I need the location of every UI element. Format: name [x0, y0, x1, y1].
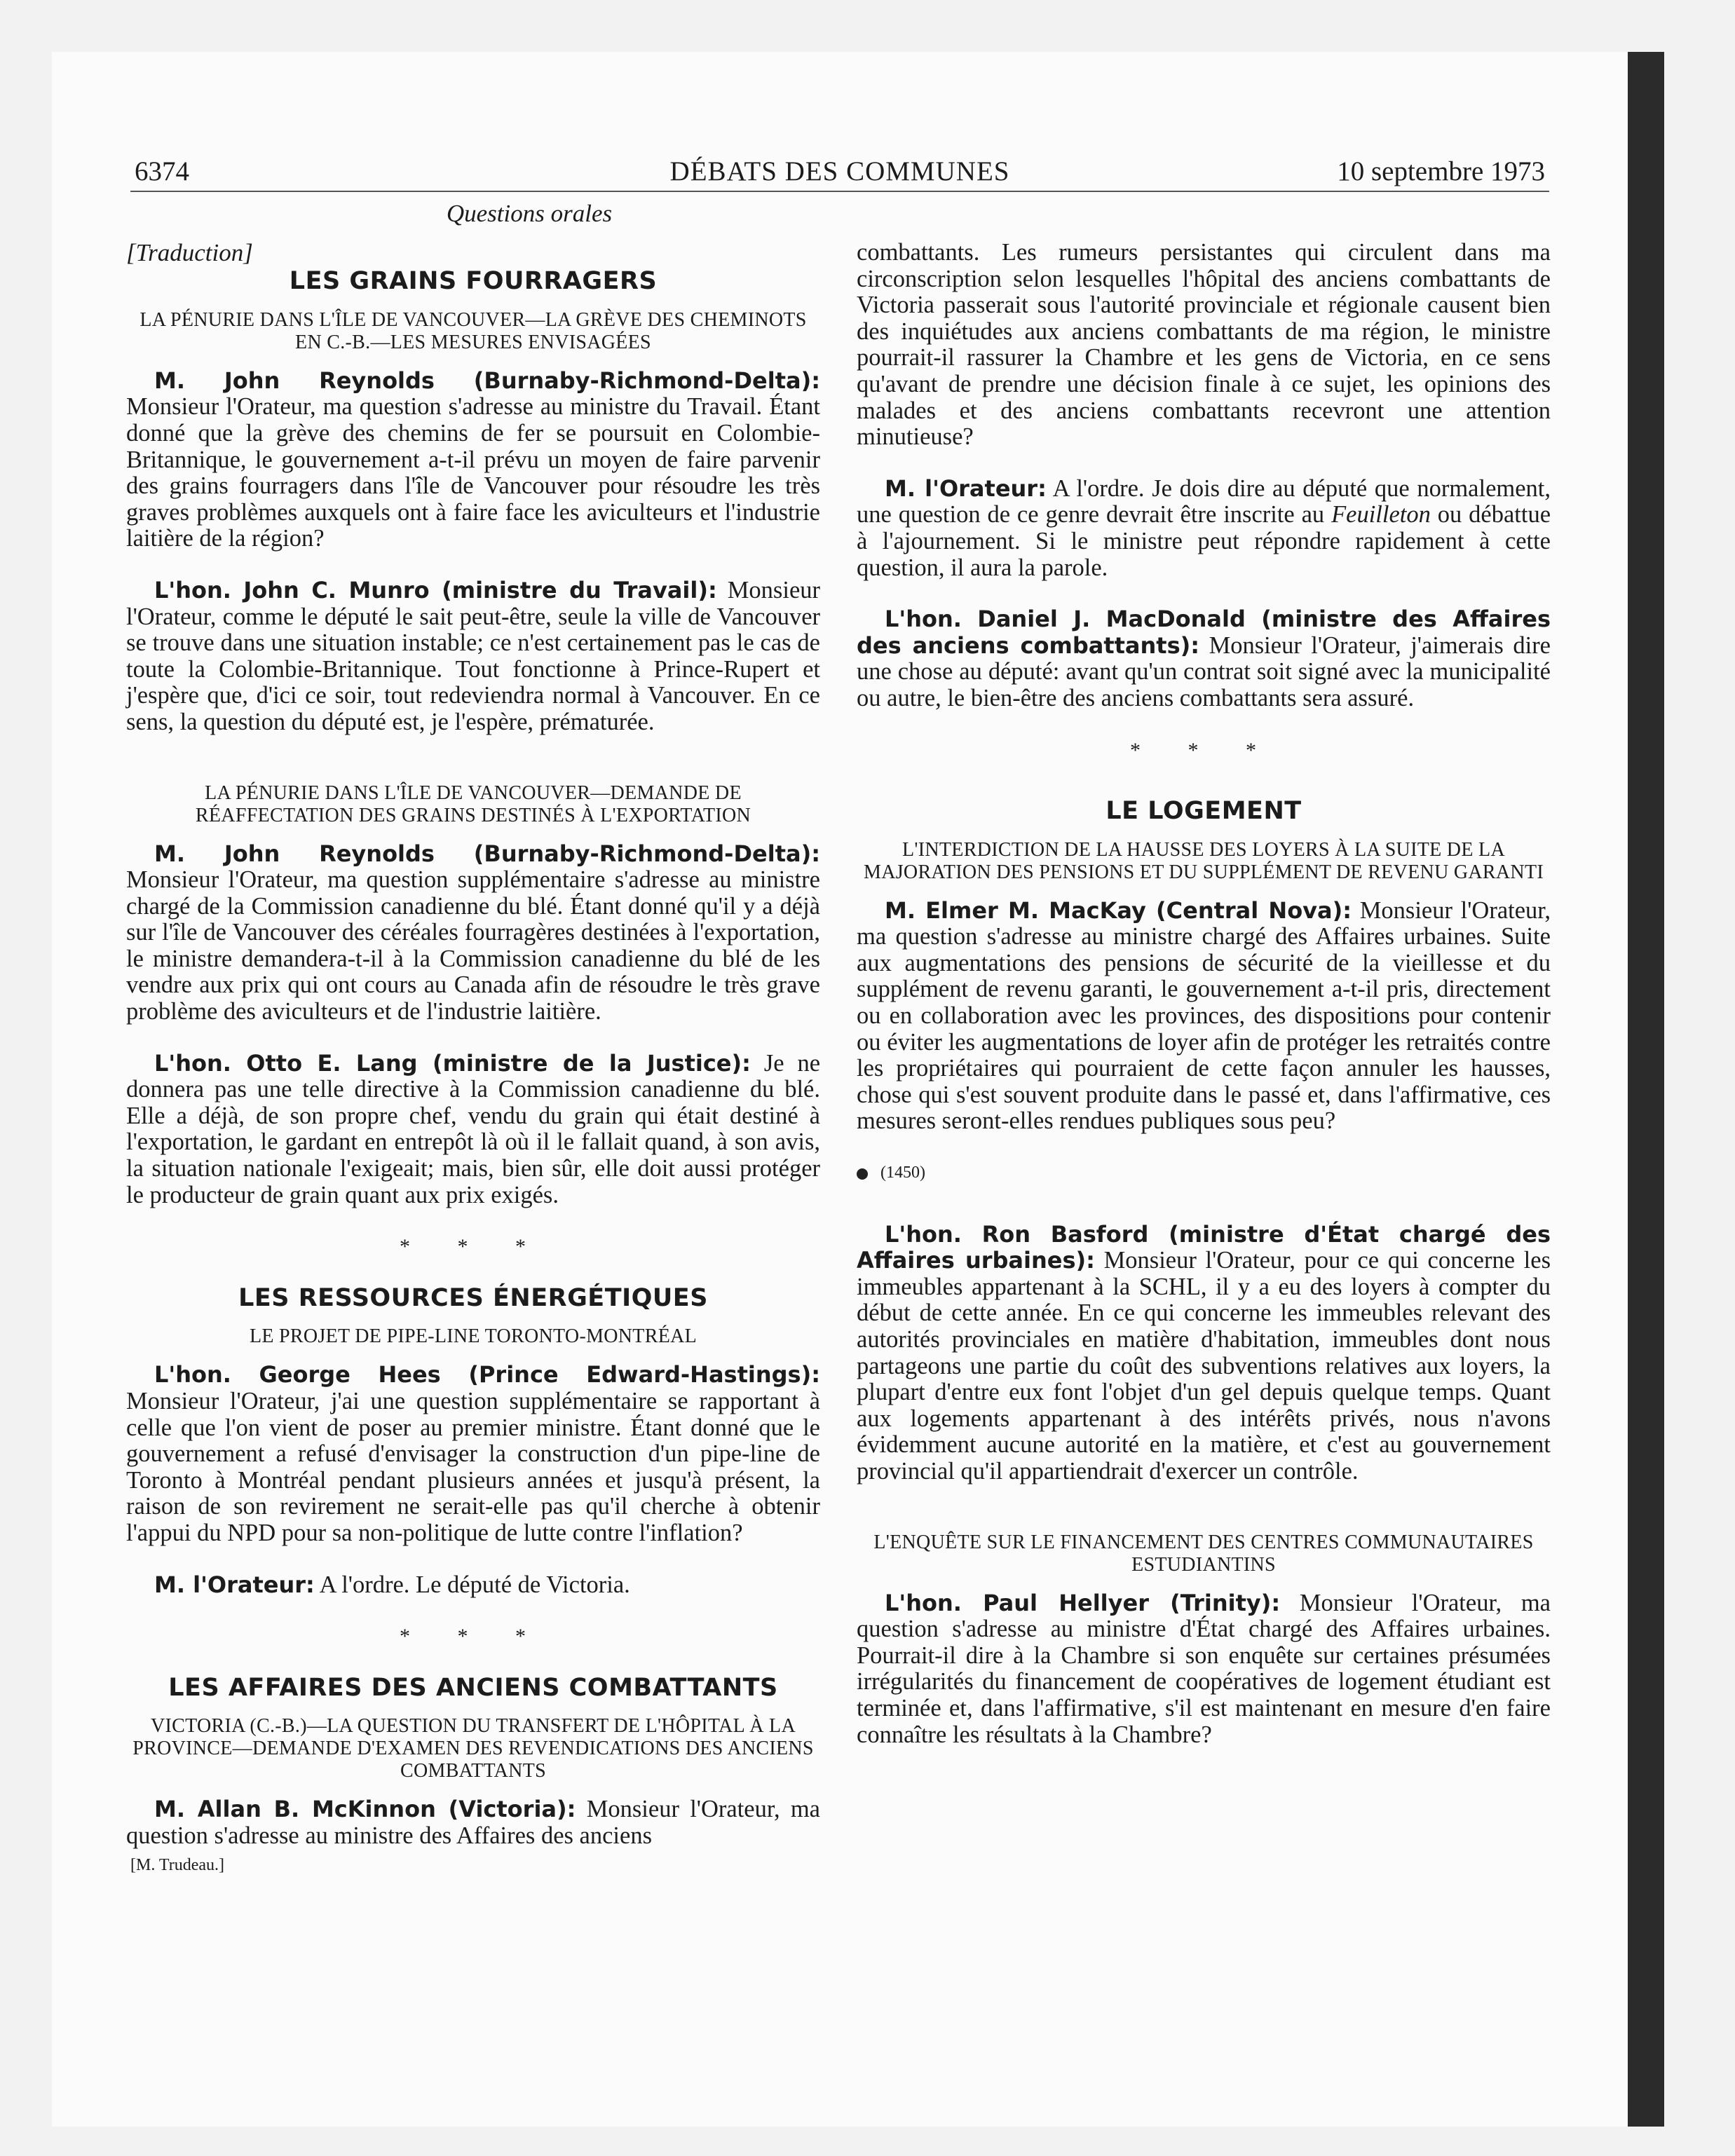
paragraph-mckinnon-cont — [857, 240, 1551, 451]
time-marker — [857, 1160, 1551, 1187]
speech-text: Monsieur l'Orateur, comme le député le sait peut-être, seule la ville de Vancouver se trouve dans une situation instable; ce n'est certainement pas le cas de toute la Colombie-Britannique. Tout fonctionne à Prince-Rupert et j'espère que, d'ici ce soir, tout redeviendra normal à Vancouver. En ce sens, la question du député est, je l'espère, prématurée. — [126, 576, 820, 735]
subheading-penurie-greve: LA PÉNURIE DANS L'ÎLE DE VANCOUVER—LA GRÈVE DES CHEMINOTS EN C.-B.—LES MESURES ENVISAGÉES — [140, 308, 807, 353]
page-number: 6374 — [135, 156, 189, 186]
speech-text: Monsieur l'Orateur, j'aimerais dire une chose au député: avant qu'un contrat soit signé avec la municipalité ou autre, le bien-être des anciens combattants sera assuré. — [857, 632, 1551, 711]
page-date: 10 septembre 1973 — [1337, 156, 1545, 186]
speaker: L'hon. Ron Basford (ministre d'État chargé des Affaires urbaines): — [857, 1220, 1551, 1274]
paragraph-mackay — [857, 898, 1551, 1135]
speech-text: Monsieur l'Orateur, pour ce qui concerne les immeubles appartenant à la SCHL, il y a eu des loyers à compter du début de cette année. En ce qui concerne les immeubles relevant des autorités provinciales en matière d'habitation, immeubles dont nous partageons une partie du coût des subventions relatives aux loyers, la plupart d'entre eux font l'objet d'un gel depuis quelque temps. Quant aux logements appartenant à des intérêts privés, nous n'avons évidemment aucune autorité en la matière, et c'est au gouvernement provincial qu'il appartiendrait d'exercer un contrôle. — [857, 1247, 1551, 1485]
speech-text: Monsieur l'Orateur, ma question s'adresse au ministre des Affaires des anciens — [126, 1796, 820, 1849]
speaker: M. Allan B. McKinnon (Victoria): — [154, 1796, 576, 1823]
bullet-icon — [857, 1168, 868, 1180]
speech-text: Monsieur l'Orateur, j'ai une question supplémentaire se rapportant à celle que l'on vient de poser au premier ministre. Étant donné que le gouvernement a refusé d'envisager la construction d'un pipe-line de Toronto à Montréal pendant plusieurs années et jusqu'à présent, la raison de son revirement ne serait-elle pas qu'il cherche à obtenir l'appui du NPD pour sa non-politique de lutte contre l'inflation? — [126, 1388, 820, 1546]
speaker: L'hon. John C. Munro (ministre du Travail): — [154, 576, 717, 603]
speaker: M. l'Orateur: — [885, 475, 1047, 502]
heading-energie: LES RESSOURCES ÉNERGÉTIQUES — [238, 1283, 708, 1312]
speech-text: Monsieur l'Orateur, ma question s'adresse au ministre du Travail. Étant donné que la grève des chemins de fer se poursuit en Colombie-Britannique, le gouvernement a-t-il prévu un moyen de faire parvenir des grains fourragers dans l'île de Vancouver pour résoudre les très graves problèmes auxquels ont à faire face les aviculteurs et l'industrie laitière de la région? — [126, 393, 820, 552]
speaker: L'hon. George Hees (Prince Edward-Hastings): — [154, 1361, 820, 1389]
speaker: L'hon. Daniel J. MacDonald (ministre des Affaires des anciens combattants): — [857, 606, 1551, 659]
paragraph-macdonald — [857, 606, 1551, 711]
paragraph-basford — [857, 1222, 1551, 1485]
speech-text: combattants. Les rumeurs persistantes qui circulent dans ma circonscription selon lesquelles l'hôpital des anciens combattants de Victoria passerait sous l'autorité provinciale et régionale causent bien des inquiétudes aux anciens combattants de ma région, le ministre pourrait-il rassurer la Chambre et les gens de Victoria, en ce sens qu'avant de prendre une décision finale à ce sujet, les opinions des malades et des anciens combattants recevront une attention minutieuse? — [857, 239, 1551, 451]
speech-text: Je ne donnera pas une telle directive à la Commission canadienne du blé. Elle a déjà, de son propre chef, vendu du grain qui était destiné à l'exportation, le gardant en entrepôt là où il le fallait quand, à son avis, la situation nationale l'exigeait; mais, bien sûr, elle doit aussi protéger le producteur de grain quant aux prix exigés. — [126, 1049, 821, 1208]
paragraph-reynolds-1 — [126, 368, 820, 552]
right-column — [857, 240, 1551, 1773]
translation-note: [Traduction] — [126, 238, 253, 266]
binding-edge — [1628, 52, 1664, 2127]
paragraph-mckinnon — [126, 1796, 820, 1849]
subheading-loyers: L'INTERDICTION DE LA HAUSSE DES LOYERS À LA SUITE DE LA MAJORATION DES PENSIONS ET DU SUPPLÉMENT DE REVENU GARANTI — [864, 838, 1544, 883]
speaker: L'hon. Otto E. Lang (ministre de la Justice): — [154, 1049, 751, 1077]
subheading-pipeline: LE PROJET DE PIPE-LINE TORONTO-MONTRÉAL — [249, 1325, 698, 1348]
paragraph-reynolds-2 — [126, 841, 820, 1025]
speech-text: ou débattue à l'ajournement. Si le ministre peut répondre rapidement à cette question, il aura la parole. — [857, 501, 1551, 581]
section-separator: * * * — [1130, 738, 1277, 762]
paragraph-lang — [126, 1051, 820, 1209]
time-value: (1450) — [880, 1164, 925, 1182]
speaker: M. Elmer M. MacKay (Central Nova): — [885, 896, 1352, 924]
speech-text: A l'ordre. Le député de Victoria. — [314, 1571, 630, 1598]
speaker: M. John Reynolds (Burnaby-Richmond-Delta): — [154, 367, 820, 394]
left-column — [126, 200, 820, 1892]
footer-note: [M. Trudeau.] — [130, 1855, 225, 1874]
speech-text: A l'ordre. Je dois dire au député que normalement, une question de ce genre devrait être inscrite au — [857, 475, 1551, 528]
speaker: M. l'Orateur: — [154, 1571, 315, 1598]
publication-title: DÉBATS DES COMMUNES — [669, 156, 1010, 186]
subheading-enquete: L'ENQUÊTE SUR LE FINANCEMENT DES CENTRES COMMUNAUTAIRES ESTUDIANTINS — [873, 1531, 1534, 1576]
subheading-victoria: VICTORIA (C.-B.)—LA QUESTION DU TRANSFERT DE L'HÔPITAL À LA PROVINCE—DEMANDE D'EXAMEN DES REVENDICATIONS DES ANCIENS COMBATTANTS — [132, 1715, 814, 1782]
heading-grains: LES GRAINS FOURRAGERS — [289, 267, 658, 296]
section-separator: * * * — [400, 1235, 547, 1259]
page-header — [130, 149, 1549, 192]
subheading-penurie-reaffectation: LA PÉNURIE DANS L'ÎLE DE VANCOUVER—DEMANDE DE RÉAFFECTATION DES GRAINS DESTINÉS À L'EXPORTATION — [195, 782, 751, 826]
heading-anciens-combattants: LES AFFAIRES DES ANCIENS COMBATTANTS — [168, 1673, 778, 1702]
speaker: L'hon. Paul Hellyer (Trinity): — [885, 1589, 1281, 1616]
feuilleton-term: Feuilleton — [1331, 501, 1431, 528]
speech-text: Monsieur l'Orateur, ma question supplémentaire s'adresse au ministre chargé de la Commission canadienne du blé. Étant donné qu'il y a déjà sur l'île de Vancouver des céréales fourragères destinées à l'exportation, le ministre demandera-t-il à la Commission canadienne du blé de les vendre aux prix qui ont cours au Canada afin de résoudre le très grave problème des aviculteurs et de l'industrie laitière. — [126, 866, 820, 1025]
paragraph-hees — [126, 1362, 820, 1546]
speech-text: Monsieur l'Orateur, ma question s'adresse au ministre d'État chargé des Affaires urbaines. Pourrait-il dire à la Chambre si son enquête sur certaines présumées irrégularités du financement de coopératives de logement étudiant est terminée et, dans l'affirmative, s'il est maintenant en mesure d'en faire connaître les résultats à la Chambre? — [857, 1589, 1551, 1748]
section-label: Questions orales — [446, 200, 613, 227]
paragraph-hellyer — [857, 1590, 1551, 1749]
paragraph-munro — [126, 578, 820, 736]
heading-logement: LE LOGEMENT — [1105, 797, 1302, 826]
paragraph-orateur-2 — [857, 476, 1551, 581]
section-separator: * * * — [400, 1625, 547, 1649]
speaker: M. John Reynolds (Burnaby-Richmond-Delta): — [154, 840, 820, 867]
paragraph-orateur-1 — [126, 1572, 820, 1599]
speech-text: Monsieur l'Orateur, ma question s'adresse au ministre chargé des Affaires urbaines. Suite aux augmentations des pensions de sécurité de la vieillesse et du supplément de revenu garanti, le gouvernement a-t-il pris, directement ou en collaboration avec les provinces, des dispositions pour contenir ou éviter les augmentations de loyer afin de protéger les retraités contre les propriétaires qui pourraient de cette façon annuler les hausses, chose qui s'est souvent produite dans le passé et, dans l'affirmative, ces mesures seront-elles rendues publiques sous peu? — [857, 896, 1551, 1135]
